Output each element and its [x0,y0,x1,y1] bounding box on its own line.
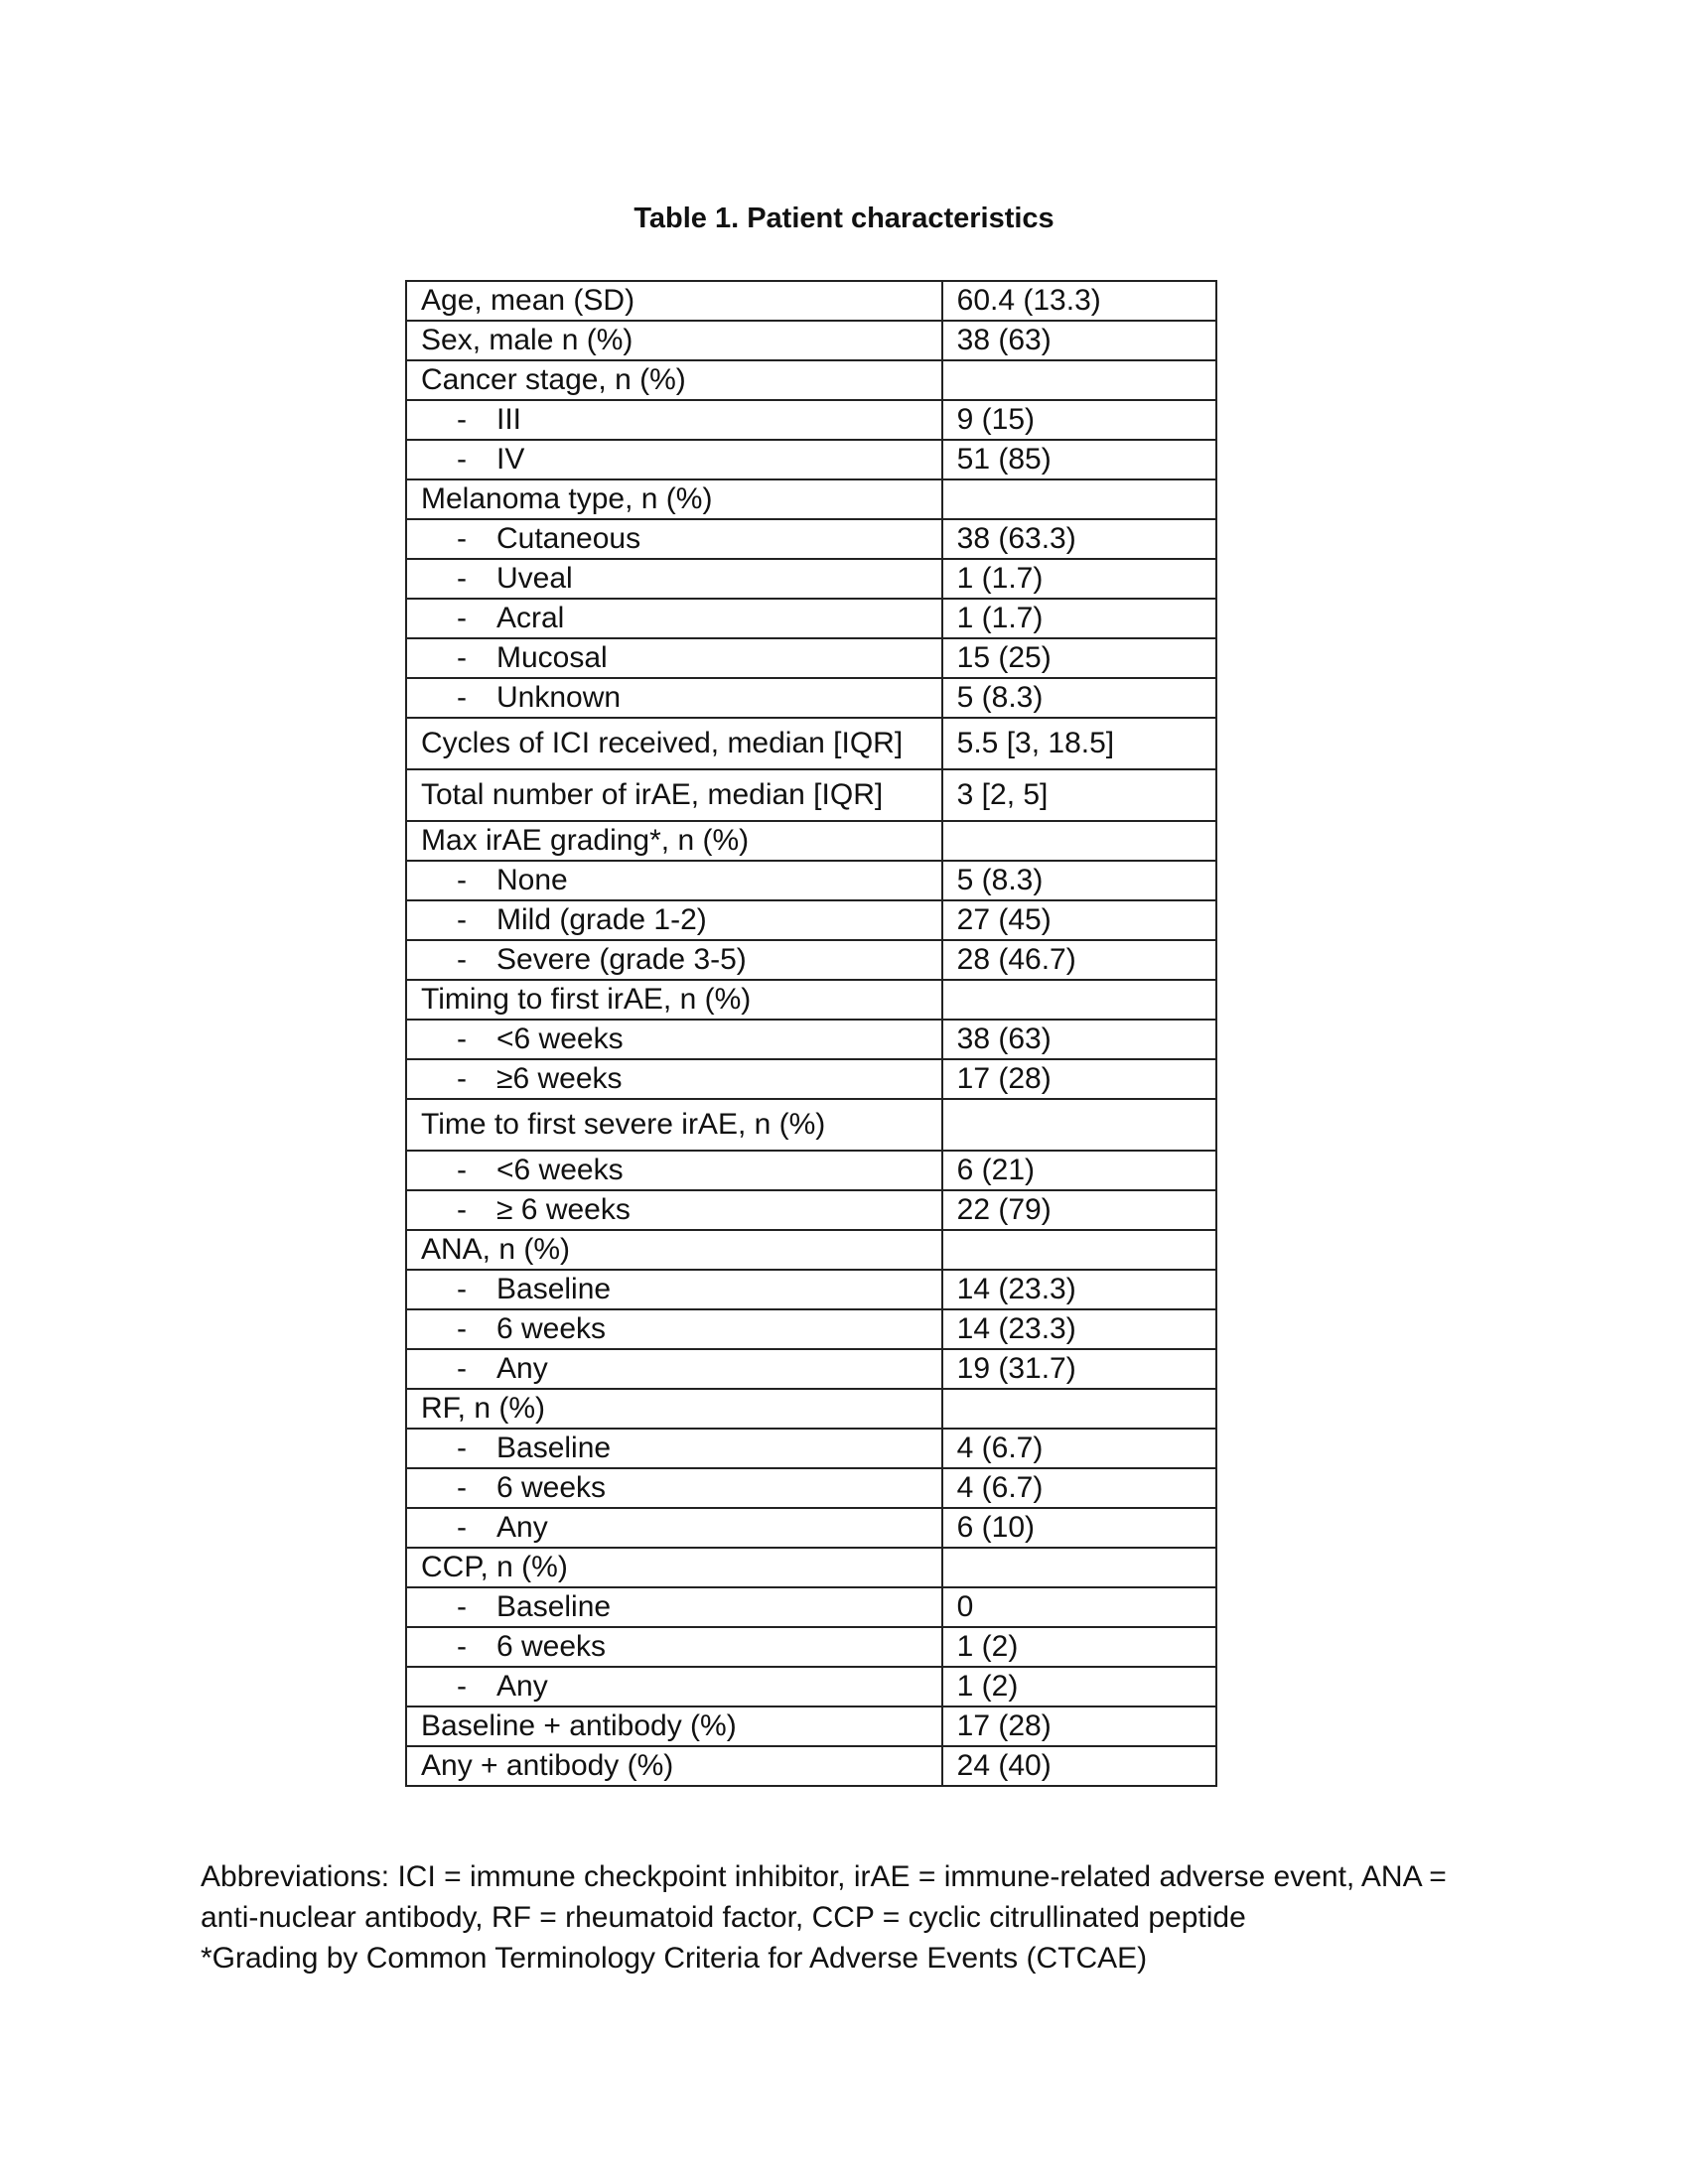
row-label-cell [406,1667,942,1706]
row-label-cell [406,638,942,678]
row-label: Sex, male n (%) [421,324,633,356]
row-value: 6 (21) [942,1151,1216,1190]
row-label: Any [496,1670,548,1703]
row-label: Max irAE grading*, n (%) [421,824,750,857]
row-label-cell [406,718,942,769]
row-label: <6 weeks [496,1154,624,1186]
row-label: Baseline + antibody (%) [421,1709,737,1742]
row-value: 3 [2, 5] [942,769,1216,821]
row-value: 4 (6.7) [942,1429,1216,1468]
row-value [942,1230,1216,1270]
row-label-cell [406,440,942,479]
row-value: 28 (46.7) [942,940,1216,980]
list-dash: - [457,943,467,976]
row-value: 27 (45) [942,900,1216,940]
row-label: Cancer stage, n (%) [421,363,686,396]
row-label: Unknown [496,681,622,714]
row-value: 38 (63) [942,1020,1216,1059]
row-label-cell [406,678,942,718]
row-label: ≥6 weeks [496,1062,623,1095]
row-value [942,360,1216,400]
row-value: 17 (28) [942,1706,1216,1746]
table-row [406,1746,1216,1786]
row-value: 14 (23.3) [942,1270,1216,1309]
grading-note: *Grading by Common Terminology Criteria for Adverse Events (CTCAE) [201,1942,1148,1975]
row-label-cell [406,1190,942,1230]
table-subrow [406,1190,1216,1230]
row-value [942,1548,1216,1587]
row-label: Melanoma type, n (%) [421,482,713,515]
row-value: 5 (8.3) [942,861,1216,900]
table-subrow [406,519,1216,559]
row-label-cell [406,980,942,1020]
row-label-cell [406,1151,942,1190]
row-value: 9 (15) [942,400,1216,440]
row-label-cell [406,599,942,638]
row-value: 60.4 (13.3) [942,281,1216,321]
row-label-cell [406,1468,942,1508]
table-row [406,821,1216,861]
table-subrow [406,1151,1216,1190]
list-dash: - [457,1312,467,1345]
row-label: None [496,864,568,896]
row-label-cell [406,769,942,821]
list-dash: - [457,1193,467,1226]
row-label: IV [496,443,525,476]
list-dash: - [457,903,467,936]
table-subrow [406,940,1216,980]
row-value: 24 (40) [942,1746,1216,1786]
row-label: Acral [496,602,565,634]
table-title: Table 1. Patient characteristics [633,203,1055,234]
list-dash: - [457,443,467,476]
row-label: Baseline [496,1432,612,1464]
table-row [406,980,1216,1020]
row-label-cell [406,900,942,940]
row-value [942,980,1216,1020]
table-subrow [406,1309,1216,1349]
row-value: 51 (85) [942,440,1216,479]
table-subrow [406,400,1216,440]
table-row [406,1099,1216,1151]
row-label-cell [406,1746,942,1786]
row-value: 4 (6.7) [942,1468,1216,1508]
table-body [406,281,1216,1786]
row-label: Severe (grade 3-5) [496,943,747,976]
list-dash: - [457,681,467,714]
row-value [942,1389,1216,1429]
list-dash: - [457,864,467,896]
row-label-cell [406,321,942,360]
table-subrow [406,1270,1216,1309]
table-subrow [406,1020,1216,1059]
table-subrow [406,1059,1216,1099]
footnotes [201,1856,1491,1979]
row-label: ANA, n (%) [421,1233,571,1266]
list-dash: - [457,1590,467,1623]
row-label: Cutaneous [496,522,641,555]
row-value: 6 (10) [942,1508,1216,1548]
row-value: 1 (2) [942,1667,1216,1706]
row-label: RF, n (%) [421,1392,546,1425]
list-dash: - [457,1630,467,1663]
table-subrow [406,1349,1216,1389]
row-label-cell [406,1548,942,1587]
row-label-cell [406,400,942,440]
row-label-cell [406,1309,942,1349]
list-dash: - [457,403,467,436]
list-dash: - [457,641,467,674]
row-label-cell [406,1270,942,1309]
row-value [942,479,1216,519]
row-label-cell [406,1389,942,1429]
row-label: III [496,403,522,436]
table-subrow [406,1667,1216,1706]
row-label: Any + antibody (%) [421,1749,674,1782]
row-value [942,821,1216,861]
row-label: 6 weeks [496,1630,607,1663]
list-dash: - [457,1352,467,1385]
row-label-cell [406,1508,942,1548]
table-subrow [406,861,1216,900]
table-row [406,1230,1216,1270]
row-label: Baseline [496,1273,612,1305]
row-label-cell [406,479,942,519]
table-subrow [406,1508,1216,1548]
row-label: Cycles of ICI received, median [IQR] [421,727,904,759]
row-label: Time to first severe irAE, n (%) [421,1108,826,1141]
row-label: Baseline [496,1590,612,1623]
row-label-cell [406,559,942,599]
row-value: 38 (63) [942,321,1216,360]
row-label: Uveal [496,562,573,595]
row-label-cell [406,940,942,980]
list-dash: - [457,1023,467,1055]
row-value [942,1099,1216,1151]
row-label: Mild (grade 1-2) [496,903,707,936]
row-label: Timing to first irAE, n (%) [421,983,752,1016]
table-subrow [406,559,1216,599]
row-label: Total number of irAE, median [IQR] [421,778,884,811]
table-subrow [406,638,1216,678]
list-dash: - [457,1154,467,1186]
row-label-cell [406,1230,942,1270]
row-label-cell [406,1706,942,1746]
table-subrow [406,1429,1216,1468]
row-value: 14 (23.3) [942,1309,1216,1349]
row-value: 1 (1.7) [942,599,1216,638]
table-subrow [406,678,1216,718]
row-value: 1 (1.7) [942,559,1216,599]
table-row [406,769,1216,821]
list-dash: - [457,1471,467,1504]
list-dash: - [457,1062,467,1095]
list-dash: - [457,1432,467,1464]
table-subrow [406,1587,1216,1627]
row-label-cell [406,861,942,900]
table-row [406,1548,1216,1587]
row-label-cell [406,1587,942,1627]
row-value: 0 [942,1587,1216,1627]
row-label: Mucosal [496,641,608,674]
table-subrow [406,900,1216,940]
row-label: 6 weeks [496,1312,607,1345]
row-value: 19 (31.7) [942,1349,1216,1389]
table-row [406,1706,1216,1746]
list-dash: - [457,1511,467,1544]
table-row [406,360,1216,400]
table-row [406,321,1216,360]
table-subrow [406,599,1216,638]
row-value: 22 (79) [942,1190,1216,1230]
row-label-cell [406,1099,942,1151]
row-label-cell [406,1627,942,1667]
row-label: ≥ 6 weeks [496,1193,631,1226]
list-dash: - [457,602,467,634]
row-label-cell [406,281,942,321]
table-subrow [406,1468,1216,1508]
table-row [406,479,1216,519]
row-label-cell [406,1429,942,1468]
row-value: 5 (8.3) [942,678,1216,718]
table-subrow [406,1627,1216,1667]
row-label-cell [406,519,942,559]
row-value: 38 (63.3) [942,519,1216,559]
table-row [406,718,1216,769]
abbreviations-note: Abbreviations: ICI = immune checkpoint inhibitor, irAE = immune-related adverse event, ANA = anti-nuclear antibody, RF = rheumatoid factor, CCP = cyclic citrullinated peptide [201,1860,1447,1934]
list-dash: - [457,1670,467,1703]
row-label: Any [496,1511,548,1544]
row-label: 6 weeks [496,1471,607,1504]
row-label: <6 weeks [496,1023,624,1055]
list-dash: - [457,562,467,595]
row-label-cell [406,1020,942,1059]
row-label-cell [406,821,942,861]
table-subrow [406,440,1216,479]
row-value: 5.5 [3, 18.5] [942,718,1216,769]
list-dash: - [457,522,467,555]
row-value: 1 (2) [942,1627,1216,1667]
row-label: Any [496,1352,548,1385]
row-value: 15 (25) [942,638,1216,678]
row-label-cell [406,360,942,400]
row-label-cell [406,1059,942,1099]
table-row [406,1389,1216,1429]
patient-characteristics-table [405,280,1217,1787]
list-dash: - [457,1273,467,1305]
table-row [406,281,1216,321]
row-label: CCP, n (%) [421,1551,568,1583]
row-label: Age, mean (SD) [421,284,635,317]
row-label-cell [406,1349,942,1389]
row-value: 17 (28) [942,1059,1216,1099]
